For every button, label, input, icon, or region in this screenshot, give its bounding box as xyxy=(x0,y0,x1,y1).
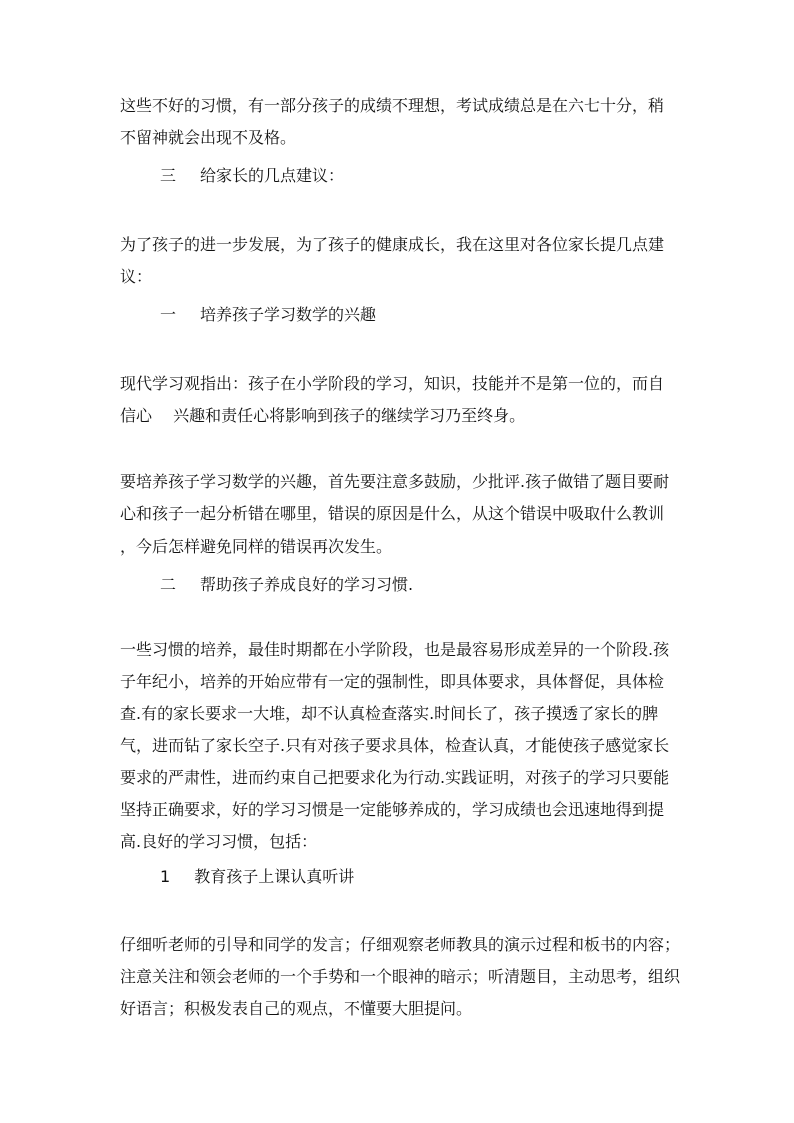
paragraph-line: 不留神就会出现不及格。 xyxy=(120,128,297,147)
heading-number: 二 xyxy=(160,575,177,594)
paragraph-line: 仔细听老师的引导和同学的发言；仔细观察老师教具的演示过程和板书的内容； xyxy=(120,935,681,954)
heading-text: 给家长的几点建议： xyxy=(200,166,345,185)
paragraph-line: 要求的严肃性，进而约束自己把要求化为行动.实践证明，对孩子的学习只要能 xyxy=(120,768,670,787)
paragraph-line: 一些习惯的培养，最佳时期都在小学阶段，也是最容易形成差异的一个阶段.孩 xyxy=(120,640,670,659)
paragraph-line: 坚持正确要求，好的学习习惯是一定能够养成的，学习成绩也会迅速地得到提 xyxy=(120,800,665,819)
section-heading xyxy=(160,575,413,595)
paragraph-line: 心和孩子一起分析错在哪里，错误的原因是什么，从这个错误中吸取什么教训 xyxy=(120,504,665,523)
paragraph-line: 注意关注和领会老师的一个手势和一个眼神的暗示；听清题目，主动思考，组织 xyxy=(120,967,681,986)
heading-text: 教育孩子上课认真听讲 xyxy=(194,867,355,886)
paragraph-line: 高.良好的学习习惯，包括： xyxy=(120,832,318,851)
heading-number: 1 xyxy=(160,867,171,886)
paragraph-line: 这些不好的习惯，有一部分孩子的成绩不理想，考试成绩总是在六七十分，稍 xyxy=(120,96,665,115)
paragraph-line: 为了孩子的进一步发展，为了孩子的健康成长，我在这里对各位家长提几点建 xyxy=(120,235,665,254)
heading-text: 培养孩子学习数学的兴趣 xyxy=(200,305,377,324)
section-heading xyxy=(160,305,376,325)
heading-number: 一 xyxy=(160,305,177,324)
paragraph-line: 现代学习观指出：孩子在小学阶段的学习，知识，技能并不是第一位的，而自 xyxy=(120,374,665,393)
paragraph-line: 查.有的家长要求一大堆，却不认真检查落实.时间长了，孩子摸透了家长的脾 xyxy=(120,704,659,723)
subsection-heading xyxy=(160,867,354,887)
section-heading xyxy=(160,166,344,186)
paragraph-line: 信心 兴趣和责任心将影响到孩子的继续学习乃至终身。 xyxy=(120,406,526,425)
paragraph-line: ，今后怎样避免同样的错误再次发生。 xyxy=(120,537,393,556)
heading-number: 三 xyxy=(160,166,177,185)
paragraph-line: 子年纪小，培养的开始应带有一定的强制性，即具体要求，具体督促，具体检 xyxy=(120,672,665,691)
paragraph-line: 要培养孩子学习数学的兴趣，首先要注意多鼓励，少批评.孩子做错了题目要耐 xyxy=(120,472,670,491)
paragraph-line: 好语言；积极发表自己的观点，不懂要大胆提问。 xyxy=(120,999,473,1018)
paragraph-line: 气，进而钻了家长空子.只有对孩子要求具体，检查认真，才能使孩子感觉家长 xyxy=(120,736,670,755)
paragraph-line: 议： xyxy=(120,267,153,286)
heading-text: 帮助孩子养成良好的学习习惯. xyxy=(200,575,414,594)
